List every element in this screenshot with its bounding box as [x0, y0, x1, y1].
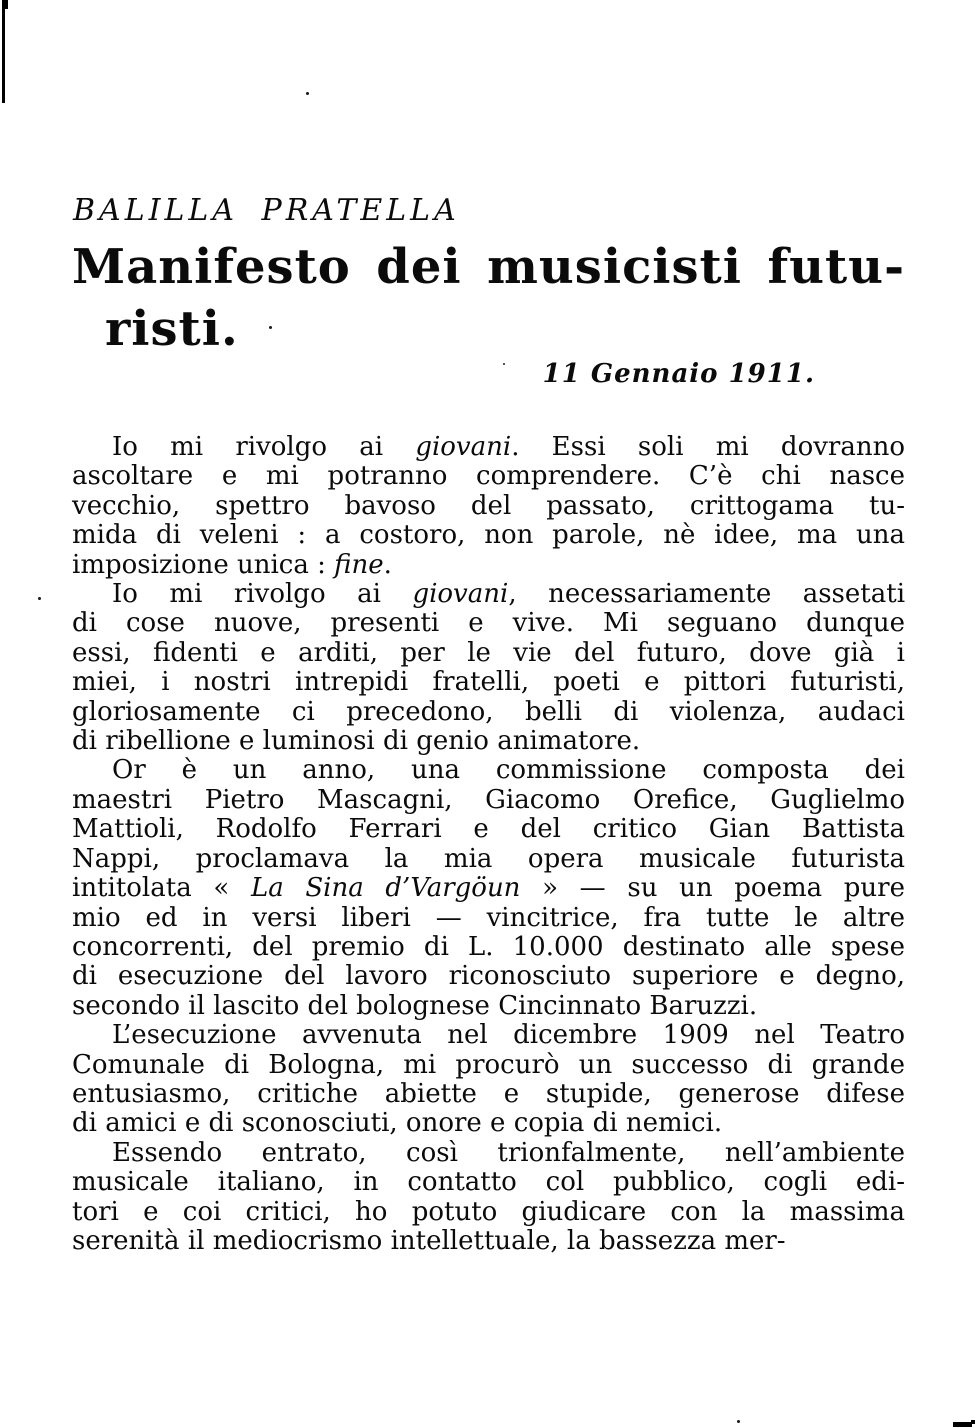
text-line: secondo il lascito del bolognese Cincinnato Baruzzi. [72, 990, 758, 1021]
text-line: Comunale di Bologna, mi procurò un successo di grande [72, 1049, 905, 1080]
text-line: Io mi rivolgo ai giovani, necessariamente assetati [112, 579, 906, 610]
scan-edge-artifact [2, 0, 5, 103]
scan-speck [737, 1420, 740, 1423]
text-line: Nappi, proclamava la mia opera musicale futurista [72, 843, 905, 874]
text-line: maestri Pietro Mascagni, Giacomo Orefice, Guglielmo [72, 784, 905, 815]
text-line: imposizione unica : fine. [72, 549, 392, 580]
text-line: Or è un anno, una commissione composta dei [112, 755, 905, 786]
text-line: di esecuzione del lavoro riconosciuto superiore e degno, [72, 961, 905, 992]
text-line: vecchio, spettro bavoso del passato, crittogama tu- [72, 490, 905, 521]
text-line: di ribellione e luminosi di genio animatore. [72, 726, 641, 757]
manifesto-date: 11 Gennaio 1911. [542, 359, 815, 389]
scan-speck [38, 597, 41, 600]
title-line-2: risti. [105, 301, 239, 357]
page-title [72, 236, 905, 360]
scan-speck [306, 92, 309, 95]
manifesto-body [72, 433, 905, 1256]
text-line: tori e coi critici, ho potuto giudicare con la massima [72, 1196, 905, 1227]
text-line: Mattioli, Rodolfo Ferrari e del critico Gian Battista [72, 814, 905, 845]
text-line: miei, i nostri intrepidi fratelli, poeti e pittori futuristi, [72, 667, 905, 698]
text-line: gloriosamente ci precedono, belli di violenza, audaci [72, 696, 905, 727]
scan-corner-artifact [953, 1422, 972, 1427]
text-line: ascoltare e mi potranno comprendere. C’è chi nasce [72, 461, 905, 492]
title-line-1: Manifesto dei musicisti futu- [72, 239, 905, 295]
text-line: mida di veleni : a costoro, non parole, nè idee, ma una [72, 520, 905, 551]
text-line: Io mi rivolgo ai giovani. Essi soli mi dovranno [112, 432, 905, 462]
text-line: mio ed in versi liberi — vincitrice, fra tutte le altre [72, 902, 905, 933]
scan-speck [269, 326, 272, 329]
text-line: musicale italiano, in contatto col pubblico, cogli edi- [72, 1167, 905, 1198]
text-line: entusiasmo, critiche abiette e stupide, generose difese [72, 1078, 905, 1109]
text-line: essi, fidenti e arditi, per le vie del futuro, dove già i [72, 637, 905, 668]
text-line: L’esecuzione avvenuta nel dicembre 1909 nel Teatro [112, 1020, 905, 1051]
text-line: di cose nuove, presenti e vive. Mi seguano dunque [72, 608, 905, 639]
text-line: serenità il mediocrismo intellettuale, la bassezza mer- [72, 1225, 786, 1256]
text-line: intitolata « La Sina d’Vargöun » — su un poema pure [72, 873, 905, 904]
scan-speck [503, 363, 505, 365]
text-line: di amici e di sconosciuti, onore e copia di nemici. [72, 1108, 723, 1139]
text-line: concorrenti, del premio di L. 10.000 destinato alle spese [72, 931, 905, 962]
text-line: Essendo entrato, così trionfalmente, nell’ambiente [112, 1137, 905, 1168]
author-name: BALILLA PRATELLA [73, 193, 460, 228]
